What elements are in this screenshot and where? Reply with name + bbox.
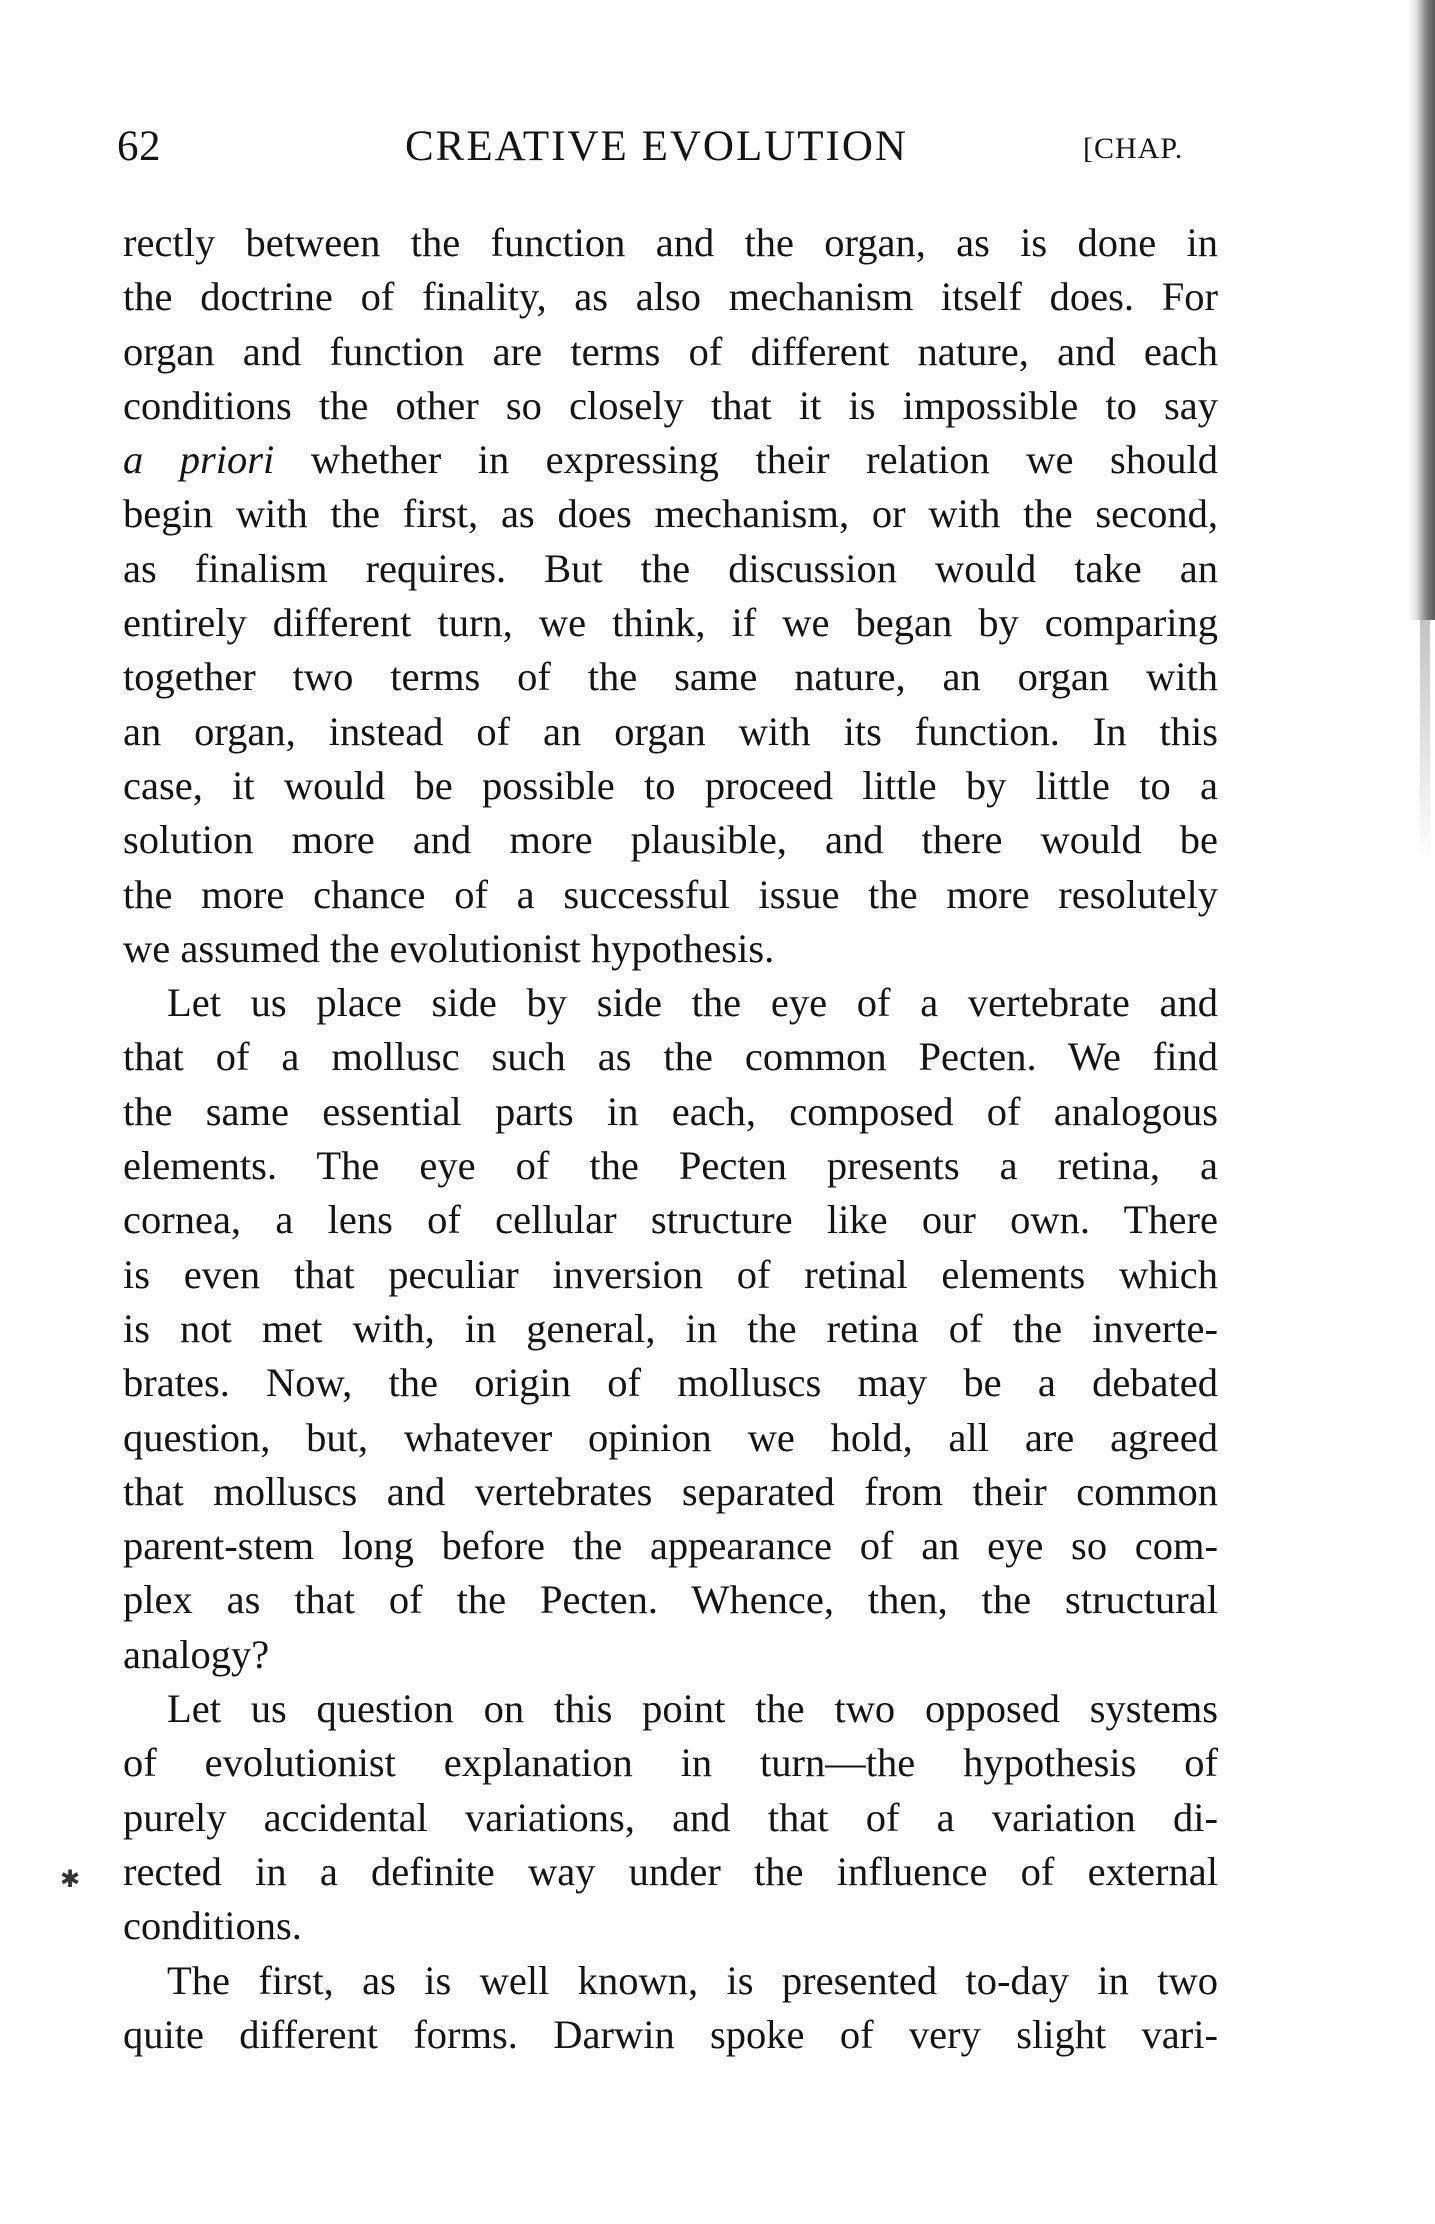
text-line: rectly between the function and the organ, as is done in [123, 220, 1218, 265]
paragraph-start-line: Let us question on this point the two opposed systems [167, 1686, 1218, 1732]
text-line: the doctrine of finality, as also mechanism itself does. For [123, 274, 1218, 320]
text-line: solution more and more plausible, and there would be [123, 817, 1218, 863]
book-title: CREATIVE EVOLUTION [405, 123, 908, 170]
paragraph-start-line: The first, as is well known, is presented to-day in two [167, 1957, 1218, 2003]
text-line: the same essential parts in each, composed of analogous [123, 1088, 1218, 1134]
text-line: cornea, a lens of cellular structure like our own. There [123, 1197, 1218, 1243]
text-line: conditions the other so closely that it is impossible to say [123, 382, 1218, 428]
text-line: organ and function are terms of different nature, and each [123, 328, 1218, 374]
text-line: elements. The eye of the Pecten presents a retina, a [123, 1143, 1218, 1189]
text-line: as finalism requires. But the discussion would take an [123, 545, 1218, 591]
text-line: rected in a definite way under the influence of external [123, 1848, 1218, 1894]
margin-speck-icon: ✱ [60, 1867, 81, 1893]
text-line: an organ, instead of an organ with its function. In this [123, 708, 1218, 754]
text-line: the more chance of a successful issue the more resolutely [123, 871, 1218, 917]
paragraph-start-line: Let us place side by side the eye of a vertebrate and [167, 980, 1218, 1026]
text-line: analogy? [123, 1631, 270, 1677]
text-line: of evolutionist explanation in turn—the hypothesis of [123, 1740, 1218, 1786]
text-line [123, 433, 1218, 487]
running-head [117, 118, 1217, 178]
page-edge-shadow [1408, 0, 1435, 620]
chapter-mark: [CHAP. [1083, 132, 1184, 165]
text-line: brates. Now, the origin of molluscs may be a debated [123, 1360, 1218, 1406]
body-text [123, 216, 1218, 2062]
text-line: purely accidental variations, and that of a variation di- [123, 1794, 1218, 1840]
text-line: plex as that of the Pecten. Whence, then, the structural [123, 1577, 1218, 1623]
text-line: begin with the first, as does mechanism, or with the second, [123, 491, 1218, 537]
text-line-rest: whether in expressing their relation we should [310, 437, 1218, 483]
text-line: case, it would be possible to proceed little by little to a [123, 762, 1218, 808]
text-line: question, but, whatever opinion we hold, all are agreed [123, 1414, 1218, 1460]
text-line: parent-stem long before the appearance of an eye so com- [123, 1523, 1218, 1569]
text-line: entirely different turn, we think, if we began by comparing [123, 600, 1218, 646]
text-line: is not met with, in general, in the retina of the inverte- [123, 1305, 1218, 1351]
text-line: we assumed the evolutionist hypothesis. [123, 925, 775, 971]
page-number: 62 [117, 123, 161, 170]
page-edge-shadow-lower [1420, 620, 1430, 860]
text-line: that molluscs and vertebrates separated from their common [123, 1468, 1218, 1514]
text-line: conditions. [123, 1903, 302, 1949]
text-line: together two terms of the same nature, an organ with [123, 654, 1218, 700]
italic-phrase: a priori [123, 437, 275, 483]
text-line: is even that peculiar inversion of retinal elements which [123, 1251, 1218, 1297]
text-line: that of a mollusc such as the common Pecten. We find [123, 1034, 1218, 1080]
text-line: quite different forms. Darwin spoke of very slight vari- [123, 2011, 1218, 2057]
